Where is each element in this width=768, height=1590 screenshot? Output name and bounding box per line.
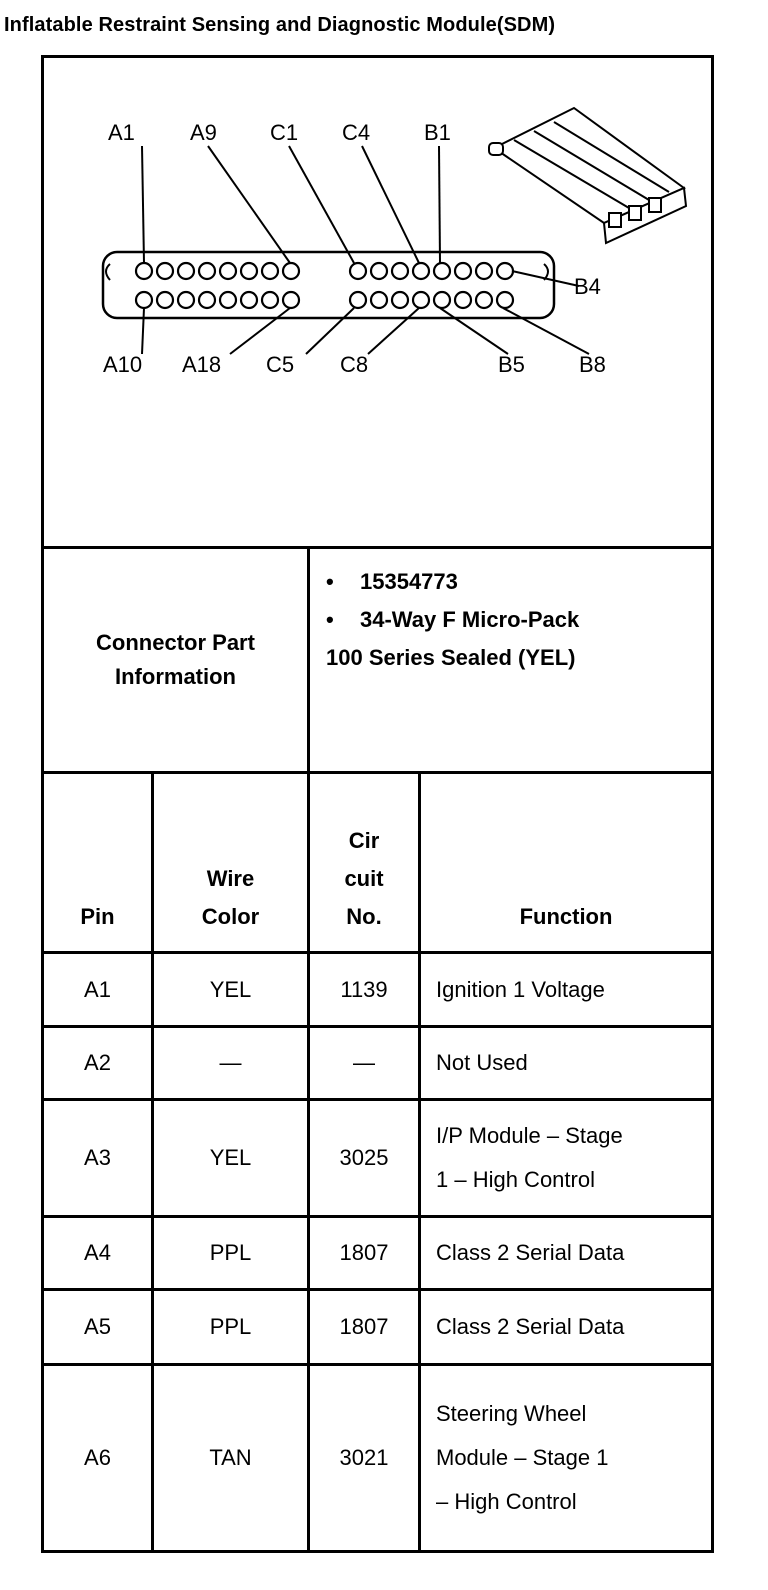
label-C8: C8 xyxy=(340,352,369,377)
leader-line xyxy=(142,146,144,263)
connector-table-frame xyxy=(41,55,714,1553)
pin-cavity xyxy=(283,263,299,279)
leader-line xyxy=(289,146,354,263)
pin-cavity xyxy=(241,292,257,308)
leader-line xyxy=(440,308,508,354)
pin-cavity xyxy=(476,263,492,279)
connector-info-values xyxy=(310,549,710,771)
leader-line xyxy=(368,308,419,354)
pin-cavity xyxy=(392,292,408,308)
row-a1-color: YEL xyxy=(209,976,252,1002)
pin-cavity xyxy=(455,292,471,308)
leader-line xyxy=(306,308,354,354)
pin-cavity xyxy=(392,263,408,279)
label-B4: B4 xyxy=(574,274,601,299)
page-title: Inflatable Restraint Sensing and Diagnostic Module(SDM) xyxy=(4,14,556,36)
row-a1-circuit: 1139 xyxy=(340,976,388,1002)
label-A1: A1 xyxy=(108,120,135,145)
row-a2-color: — xyxy=(219,1050,242,1075)
row-a5-circuit: 1807 xyxy=(339,1314,389,1339)
leader-line xyxy=(142,308,144,354)
row-a6-function: Steering Wheel Module – Stage 1 – High Control xyxy=(436,1401,609,1514)
pin-cavity xyxy=(350,292,366,308)
label-B8: B8 xyxy=(579,352,606,377)
row-a3-pin: A3 xyxy=(84,1145,111,1170)
pin-cavity xyxy=(178,263,194,279)
row-a2-function: Not Used xyxy=(436,1050,528,1075)
leader-lines xyxy=(142,146,589,354)
pin-cavity xyxy=(241,263,257,279)
divider-info xyxy=(44,771,711,774)
pin-cavity xyxy=(371,292,387,308)
pin-cavity xyxy=(413,292,429,308)
pin-cavity xyxy=(371,263,387,279)
row-a1-pin: A1 xyxy=(84,976,111,1002)
pin-cavity xyxy=(455,263,471,279)
connector-part-number: • 15354773 xyxy=(326,569,458,594)
pin-cavity xyxy=(434,263,450,279)
pin-cavity xyxy=(220,263,236,279)
pin-cavity xyxy=(178,292,194,308)
header-pin: Pin xyxy=(80,904,115,929)
pin-cavity xyxy=(157,292,173,308)
pin-cavity xyxy=(350,263,366,279)
label-A18: A18 xyxy=(182,352,222,377)
header-wire-color: Wire Color xyxy=(201,866,260,929)
connector-shell-illustration xyxy=(489,108,686,243)
row-a4-function: Class 2 Serial Data xyxy=(436,1240,625,1265)
pin-cavity xyxy=(476,292,492,308)
leader-line xyxy=(230,308,290,354)
col-divider-3 xyxy=(418,774,421,1550)
connector-series: 100 Series Sealed (YEL) xyxy=(326,645,576,670)
row-a3-circuit: 3025 xyxy=(339,1145,389,1170)
connector-latch-left xyxy=(106,264,110,280)
row-a2-circuit: — xyxy=(353,1050,375,1075)
pin-cavity xyxy=(136,263,152,279)
leader-line xyxy=(503,308,589,354)
leader-line xyxy=(512,271,579,286)
pin-cavity xyxy=(262,292,278,308)
row-a6-circuit: 3021 xyxy=(339,1445,389,1470)
row-a5-pin: A5 xyxy=(84,1314,111,1339)
pin-cavity xyxy=(199,292,215,308)
row-a4-color: PPL xyxy=(209,1240,252,1265)
pin-cavity xyxy=(497,292,513,308)
pin-cavity xyxy=(262,263,278,279)
label-A9: A9 xyxy=(190,120,217,145)
connector-info-label-cell xyxy=(44,549,307,771)
header-function: Function xyxy=(519,904,613,929)
pin-cavity xyxy=(497,263,513,279)
label-C1: C1 xyxy=(270,120,299,145)
row-a6-color: TAN xyxy=(209,1445,252,1470)
row-a5-color: PPL xyxy=(209,1314,252,1339)
pin-cavity xyxy=(199,263,215,279)
header-circuit: Cir cuit No. xyxy=(344,828,384,929)
row-a2-pin: A2 xyxy=(84,1050,111,1075)
row-a1-function: Ignition 1 Voltage xyxy=(436,976,605,1002)
label-C4: C4 xyxy=(342,120,371,145)
label-C5: C5 xyxy=(266,352,295,377)
pin-cavity xyxy=(413,263,429,279)
pin-cavity xyxy=(157,263,173,279)
label-A10: A10 xyxy=(103,352,143,377)
label-B5: B5 xyxy=(498,352,525,377)
connector-type: • 34-Way F Micro-Pack xyxy=(326,607,580,632)
leader-line xyxy=(362,146,419,263)
row-a4-pin: A4 xyxy=(84,1240,111,1265)
connector-pins xyxy=(136,263,513,308)
row-a3-function: I/P Module – Stage 1 – High Control xyxy=(436,1123,623,1192)
label-B1: B1 xyxy=(424,120,451,145)
row-a4-circuit: 1807 xyxy=(339,1240,389,1265)
pin-cavity xyxy=(220,292,236,308)
row-a6-pin: A6 xyxy=(84,1445,111,1470)
connector-diagram xyxy=(44,58,711,546)
pin-cavity xyxy=(434,292,450,308)
leader-line xyxy=(439,146,440,263)
pin-cavity xyxy=(136,292,152,308)
pin-cavity xyxy=(283,292,299,308)
row-a5-function: Class 2 Serial Data xyxy=(436,1314,625,1339)
row-a3-color: YEL xyxy=(209,1145,252,1170)
connector-info-label: Connector Part Information xyxy=(96,630,255,689)
leader-line xyxy=(208,146,290,263)
